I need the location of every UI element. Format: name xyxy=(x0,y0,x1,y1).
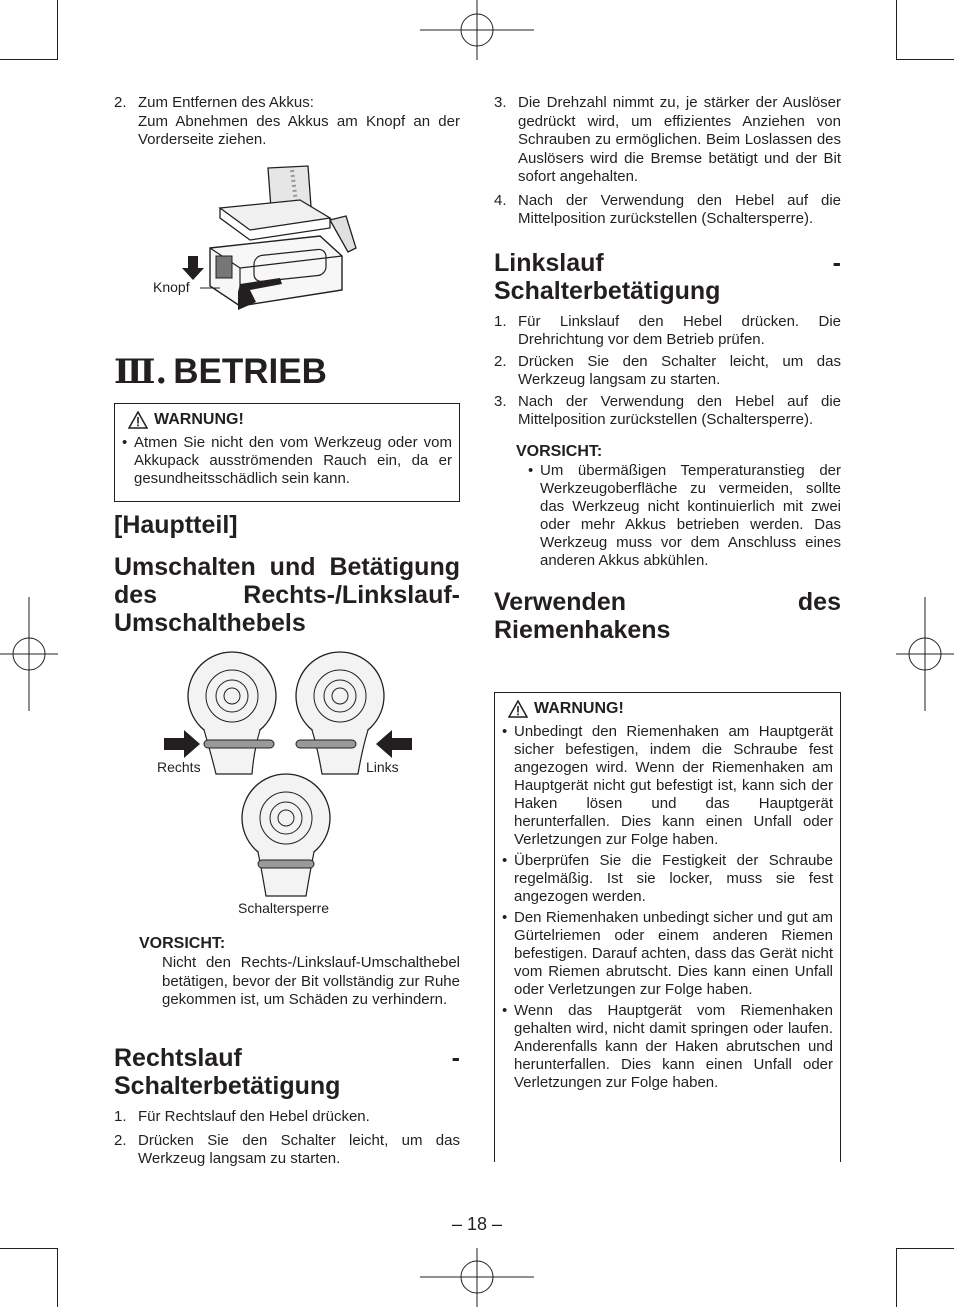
caution-text: Um übermäßigen Temperaturanstieg der Werkzeugoberfläche zu vermeiden, sollte das Werkzeug nicht kontinuierlich mit zwei oder mehr Akkus betrieben werden. Das Werkzeug muss vor dem Anschluss eines anderen Akkus abkühlen. xyxy=(540,461,841,569)
caution-temperature: VORSICHT: • Um übermäßigen Temperaturanstieg der Werkzeugoberfläche zu vermeiden, sollte das Werkzeug nicht kontinuierlich mit zwei oder mehr Akkus betrieben werden. Das Werkzeug muss vor dem Anschluss eines anderen Akkus abkühlen. xyxy=(516,442,841,569)
warning-header xyxy=(502,699,833,719)
warning-bullet: • Überprüfen Sie die Festigkeit der Schraube regelmäßig. Ist sie locker, muss sie fest angezogen werden. xyxy=(502,852,833,905)
caution-title: VORSICHT: xyxy=(139,935,226,952)
knopf-label: Knopf xyxy=(153,279,190,295)
right-column xyxy=(494,94,841,644)
warning-bullet: • Den Riemenhaken unbedingt sicher und gut am Gürtelriemen oder einem anderen Riemen befestigen. Darauf achten, dass das Gerät nicht vom Riemen abrutscht. Dies kann einen Unfall oder Verletzungen zur Folge haben. xyxy=(502,909,833,998)
registration-mark-bottom xyxy=(420,1248,534,1307)
warning-text: Atmen Sie nicht den vom Werkzeug oder vom Akkupack ausströmenden Rauch ein, da er gesundheitsschädlich sein kann. xyxy=(134,434,452,487)
battery-removal-illustration xyxy=(180,160,370,320)
rechtslauf-heading: Rechtslauf - Schalterbetätigung xyxy=(114,1044,460,1100)
caution-lever xyxy=(139,934,460,1010)
hauptteil-heading: [Hauptteil] xyxy=(114,511,238,539)
list-item: 2. Drücken Sie den Schalter leicht, um das Werkzeug langsam zu starten. xyxy=(114,1131,460,1167)
hauptteil-heading-block xyxy=(114,511,460,637)
warning-box-belt-hook xyxy=(494,692,841,1162)
rechtslauf-section xyxy=(114,1044,460,1169)
step-body: Zum Abnehmen des Akkus am Knopf an der Vorderseite ziehen. xyxy=(138,112,460,148)
warning-bullet: • Unbedingt den Riemenhaken am Hauptgerät sicher befestigen, indem die Schraube fest angezogen wird. Wenn der Riemenhaken am Hauptgerät nicht gut befestigt ist, kann sich der Haken lösen und das Hauptgerät herunterfallen. Dies kann einen Unfall oder Verletzungen zur Folge haben. xyxy=(502,723,833,848)
figure-label-links: Links xyxy=(366,759,399,775)
section-heading xyxy=(114,352,327,392)
registration-mark-right xyxy=(896,597,954,711)
crop-mark xyxy=(896,1248,954,1249)
registration-mark-left xyxy=(0,597,58,711)
list-item: 2. Drücken Sie den Schalter leicht, um das Werkzeug langsam zu starten. xyxy=(494,352,841,388)
crop-mark xyxy=(896,1248,897,1307)
crop-mark xyxy=(896,0,897,60)
page-number: – 18 – xyxy=(451,1214,503,1234)
section-numeral: Ⅲ. xyxy=(114,352,168,392)
registration-mark-top xyxy=(420,0,534,60)
list-item: 4. Nach der Verwendung den Hebel auf die Mittelposition zurückstellen (Schaltersperre). xyxy=(494,191,841,227)
crop-mark xyxy=(57,1248,58,1307)
crop-mark xyxy=(896,59,954,60)
warning-title: WARNUNG! xyxy=(534,700,624,717)
section-title: BETRIEB xyxy=(173,352,327,391)
list-item: 1. Für Linkslauf den Hebel drücken. Die Drehrichtung vor dem Betrieb prüfen. xyxy=(494,312,841,348)
warning-title: WARNUNG! xyxy=(154,411,244,428)
left-column xyxy=(114,94,460,150)
linkslauf-heading: Linkslauf - Schalterbetätigung xyxy=(494,248,841,305)
step-title: Zum Entfernen des Akkus: xyxy=(138,94,314,111)
warning-box-fumes xyxy=(114,403,460,502)
figure-label-rechts: Rechts xyxy=(157,759,201,775)
reversing-lever-illustration xyxy=(150,650,420,900)
list-item: 3. Nach der Verwendung den Hebel auf die Mittelposition zurückstellen (Schaltersperre). xyxy=(494,392,841,428)
step-remove-battery xyxy=(114,94,460,150)
umschalten-heading: Umschalten und Betätigung des Rechts-/Linkslauf-Umschalthebels xyxy=(114,553,460,637)
warning-bullet: • Atmen Sie nicht den vom Werkzeug oder vom Akkupack ausströmenden Rauch ein, da er gesundheitsschädlich sein kann. xyxy=(122,434,452,487)
figure-label-schaltersperre: Schaltersperre xyxy=(238,900,330,916)
warning-triangle-icon xyxy=(508,700,528,718)
warning-header xyxy=(122,410,452,430)
crop-mark xyxy=(0,1248,58,1249)
caution-title: VORSICHT: xyxy=(516,442,603,460)
list-item: 1. Für Rechtslauf den Hebel drücken. xyxy=(114,1108,370,1125)
riemen-heading: Verwenden des Riemenhakens xyxy=(494,587,841,644)
crop-mark xyxy=(57,0,58,60)
warning-triangle-icon xyxy=(128,411,148,429)
caution-text: Nicht den Rechts-/Linkslauf-Umschalthebel betätigen, bevor der Bit vollständig zur Ruhe gekommen ist, um Schäden zu verhindern. xyxy=(162,954,460,1008)
crop-mark xyxy=(0,59,58,60)
step-number: 2. xyxy=(114,94,127,111)
list-item: 3. Die Drehzahl nimmt zu, je stärker der Auslöser gedrückt wird, um effizientes Anziehen von Schrauben zu ermöglichen. Beim Loslassen des Auslösers wird die Bremse betätigt und der Bit sofort angehalten. xyxy=(494,94,841,185)
warning-bullet: • Wenn das Hauptgerät vom Riemenhaken gehalten wird, nicht damit springen oder laufen. Anderenfalls kann der Haken abrutschen und herunterfallen. Dies kann einen Unfall oder Verletzungen zur Folge haben. xyxy=(502,1002,833,1091)
